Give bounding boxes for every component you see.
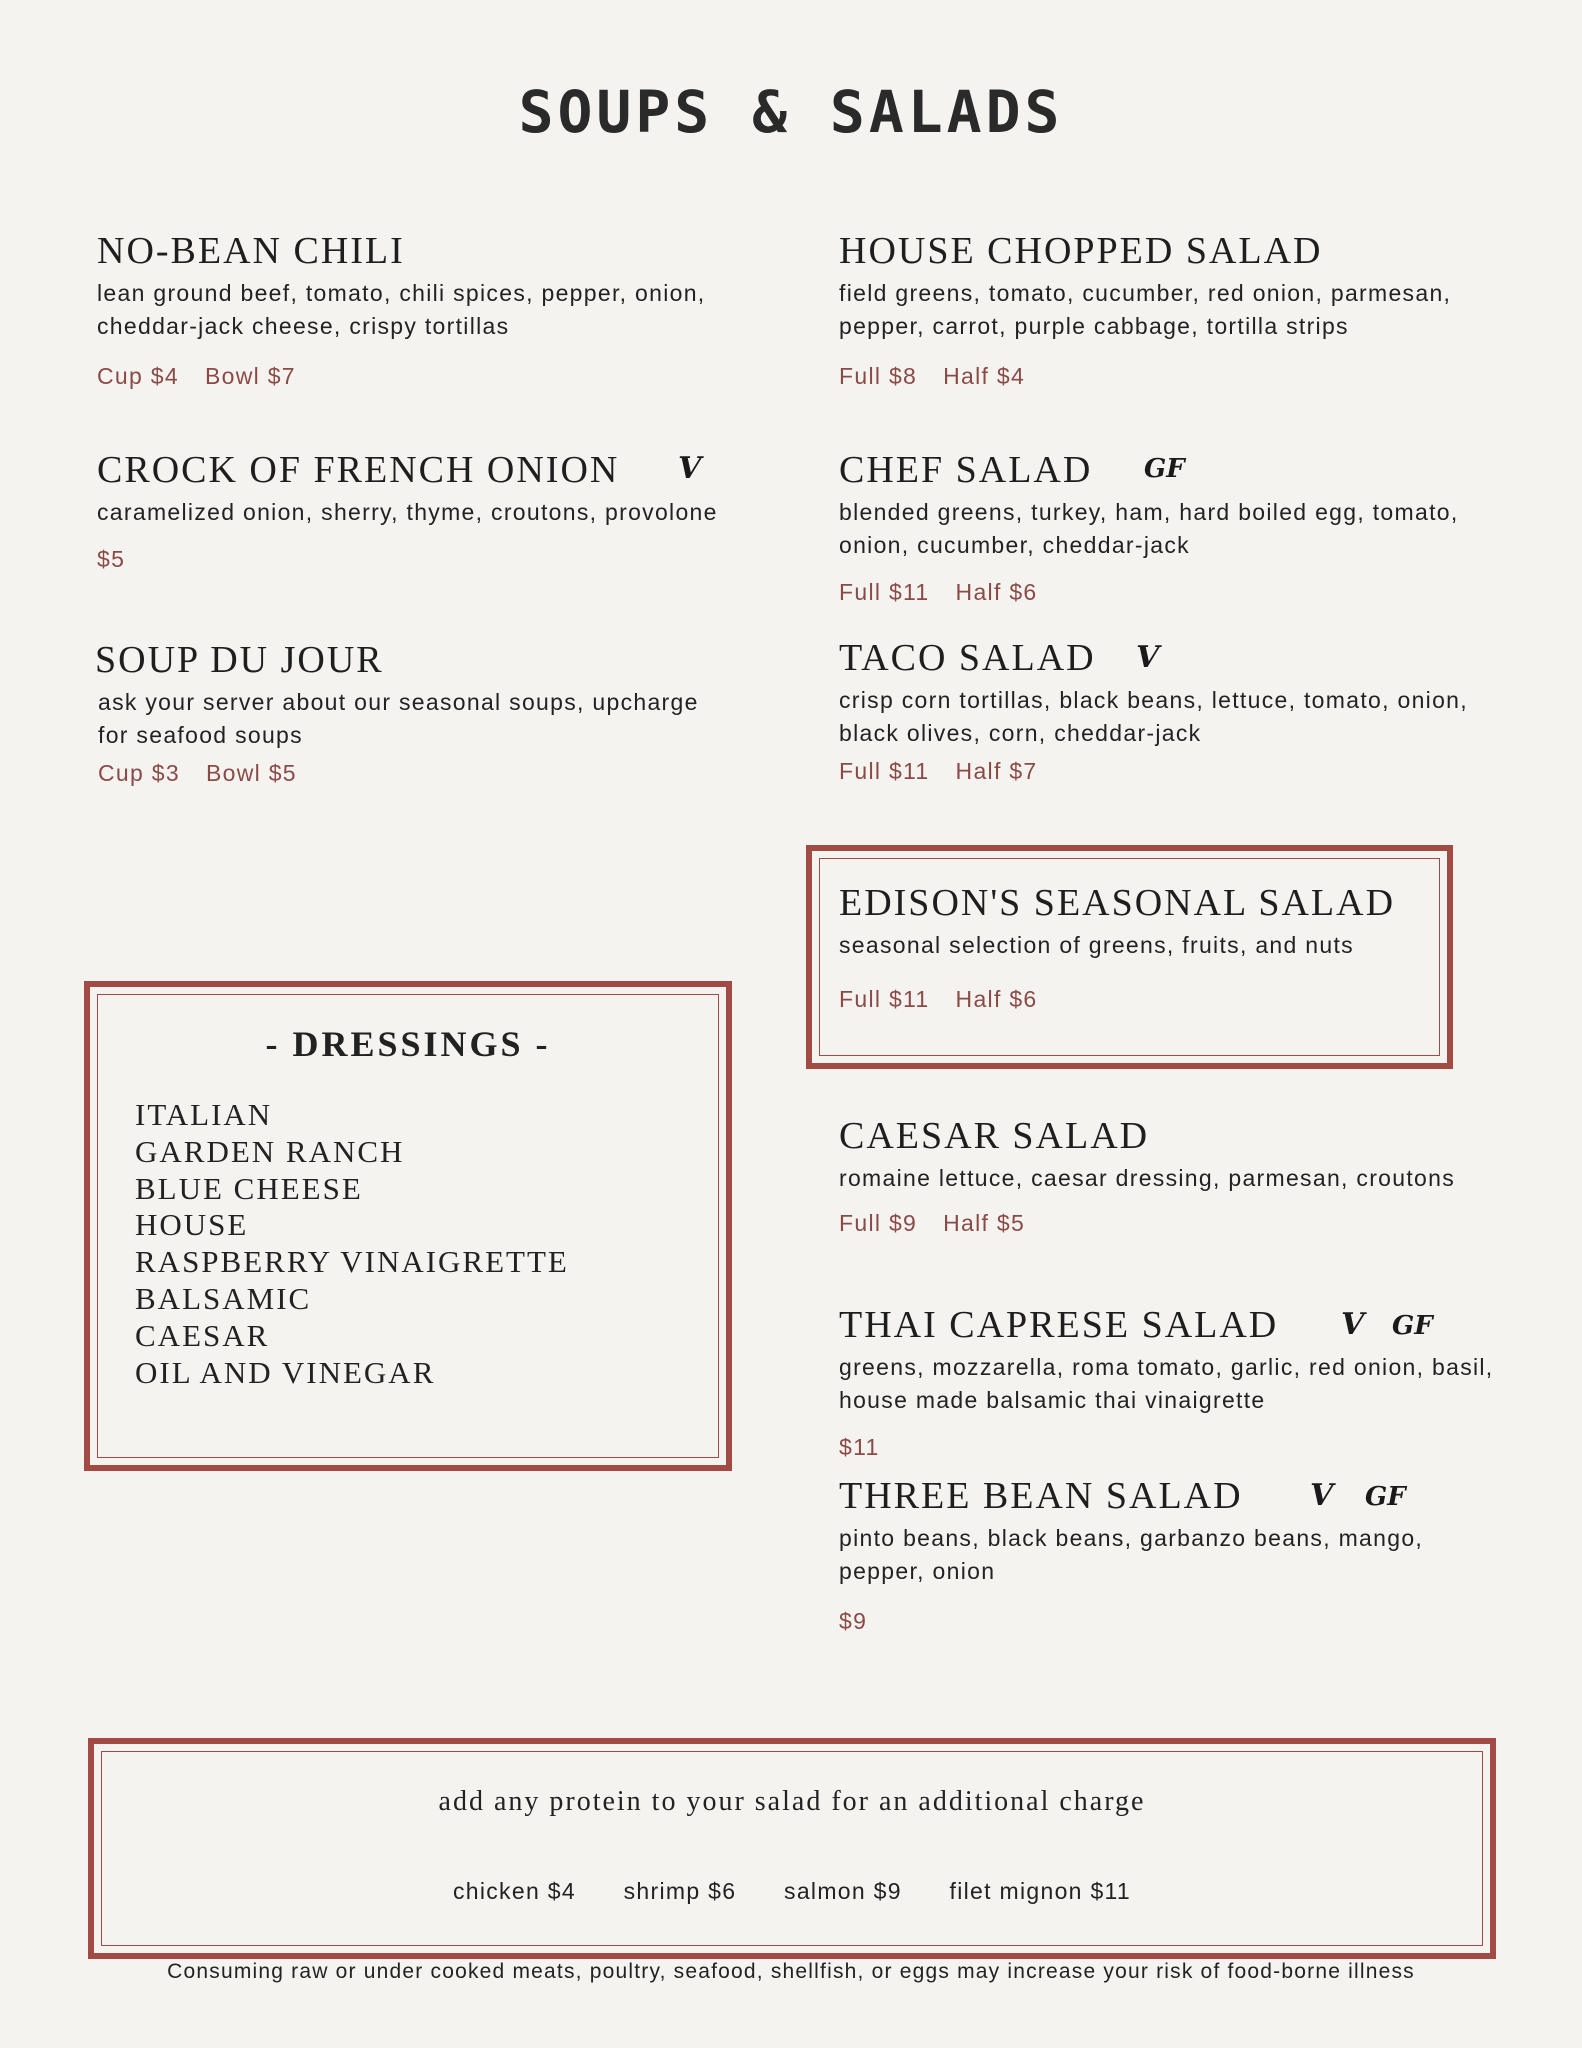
- item-description: crisp corn tortillas, black beans, lettuce, tomato, onion, black olives, corn, cheddar-jack: [839, 687, 1468, 746]
- vegetarian-badge: V: [1310, 1478, 1334, 1513]
- protein-box-inner-border: [101, 1751, 1483, 1946]
- price-full: Full $11: [839, 758, 930, 784]
- item-name: HOUSE CHOPPED SALAD: [839, 230, 1323, 272]
- item-price: [839, 1210, 1499, 1237]
- item-description: field greens, tomato, cucumber, red onion, parmesan, pepper, carrot, purple cabbage, tortilla strips: [839, 280, 1452, 339]
- price-full: Full $11: [839, 579, 930, 605]
- dressings-list: [135, 1097, 569, 1391]
- menu-item-caesar-salad: [839, 1117, 1499, 1237]
- price-single: $9: [839, 1608, 868, 1634]
- dressing-item: CAESAR: [135, 1317, 270, 1353]
- gluten-free-badge: GF: [1144, 454, 1185, 484]
- item-price: [839, 1434, 1499, 1461]
- price-full: Full $8: [839, 363, 918, 389]
- menu-item-house-chopped-salad: [839, 232, 1499, 390]
- gluten-free-badge: GF: [1392, 1311, 1433, 1341]
- vegetarian-badge: V: [678, 451, 702, 486]
- dressing-item: HOUSE: [135, 1207, 249, 1243]
- item-name: CAESAR SALAD: [839, 1115, 1150, 1157]
- item-price: [97, 363, 737, 390]
- gluten-free-badge: GF: [1365, 1482, 1406, 1512]
- price-single: $5: [97, 546, 126, 572]
- item-name: TACO SALAD: [839, 637, 1096, 679]
- item-name: THAI CAPRESE SALAD: [839, 1304, 1279, 1346]
- menu-item-taco-salad: [839, 639, 1499, 785]
- food-safety-disclaimer: Consuming raw or under cooked meats, poultry, seafood, shellfish, or eggs may increase your risk of food-borne illness: [167, 1960, 1415, 1983]
- item-name: THREE BEAN SALAD: [839, 1475, 1243, 1517]
- protein-option: salmon $9: [784, 1878, 902, 1904]
- item-price: [839, 363, 1499, 390]
- protein-options: [94, 1878, 1490, 1905]
- item-description: blended greens, turkey, ham, hard boiled egg, tomato, onion, cucumber, cheddar-jack: [839, 499, 1459, 558]
- dressing-item: OIL AND VINEGAR: [135, 1354, 436, 1390]
- dressing-item: RASPBERRY VINAIGRETTE: [135, 1244, 569, 1280]
- menu-item-no-bean-chili: [97, 232, 737, 390]
- item-description: seasonal selection of greens, fruits, and nuts: [839, 932, 1354, 958]
- price-cup: Cup $4: [97, 363, 179, 389]
- protein-option: chicken $4: [452, 1878, 576, 1904]
- price-cup: Cup $3: [98, 760, 180, 786]
- vegetarian-badge: V: [1136, 640, 1160, 675]
- item-price: [97, 546, 737, 573]
- item-price: [839, 758, 1499, 785]
- price-full: Full $11: [839, 986, 930, 1012]
- item-price: [98, 760, 735, 787]
- price-half: Half $6: [955, 579, 1038, 605]
- dressings-box: [84, 981, 732, 1471]
- page-title: SOUPS & SALADS: [518, 78, 1064, 146]
- item-description: caramelized onion, sherry, thyme, croutons, provolone: [97, 499, 718, 525]
- menu-item-french-onion: [97, 451, 737, 573]
- item-description: greens, mozzarella, roma tomato, garlic, red onion, basil, house made balsamic thai vinaigrette: [839, 1354, 1494, 1413]
- protein-box: [88, 1738, 1496, 1959]
- dressing-item: BALSAMIC: [135, 1280, 312, 1316]
- price-half: Half $7: [955, 758, 1038, 784]
- price-full: Full $9: [839, 1210, 918, 1236]
- protein-option: shrimp $6: [623, 1878, 737, 1904]
- price-bowl: Bowl $5: [205, 760, 297, 786]
- item-description: ask your server about our seasonal soups, upcharge for seafood soups: [98, 689, 699, 748]
- dressing-item: GARDEN RANCH: [135, 1133, 405, 1169]
- price-bowl: Bowl $7: [204, 363, 296, 389]
- item-description: pinto beans, black beans, garbanzo beans, mango, pepper, onion: [839, 1525, 1424, 1584]
- item-name: CHEF SALAD: [839, 449, 1093, 491]
- dressing-item: BLUE CHEESE: [135, 1170, 363, 1206]
- item-price: [839, 579, 1499, 606]
- item-name: SOUP DU JOUR: [95, 639, 384, 681]
- dressings-title: - DRESSINGS -: [265, 1024, 551, 1064]
- item-description: romaine lettuce, caesar dressing, parmesan, croutons: [839, 1165, 1456, 1191]
- vegetarian-badge: V: [1341, 1307, 1365, 1342]
- item-name: NO-BEAN CHILI: [97, 230, 405, 272]
- price-single: $11: [839, 1434, 880, 1460]
- menu-item-soup-du-jour: [95, 641, 735, 787]
- price-half: Half $4: [943, 363, 1026, 389]
- item-name: CROCK OF FRENCH ONION: [97, 449, 620, 491]
- item-price: [839, 1608, 1499, 1635]
- item-price: [839, 986, 1439, 1013]
- protein-heading: add any protein to your salad for an additional charge: [438, 1786, 1146, 1817]
- dressing-item: ITALIAN: [135, 1097, 273, 1132]
- menu-item-edisons-seasonal-salad: [839, 884, 1439, 1013]
- price-half: Half $5: [943, 1210, 1026, 1236]
- protein-option: filet mignon $11: [949, 1878, 1132, 1904]
- item-description: lean ground beef, tomato, chili spices, pepper, onion, cheddar-jack cheese, crispy tortillas: [97, 280, 706, 339]
- price-half: Half $6: [955, 986, 1038, 1012]
- item-name: EDISON'S SEASONAL SALAD: [839, 882, 1396, 924]
